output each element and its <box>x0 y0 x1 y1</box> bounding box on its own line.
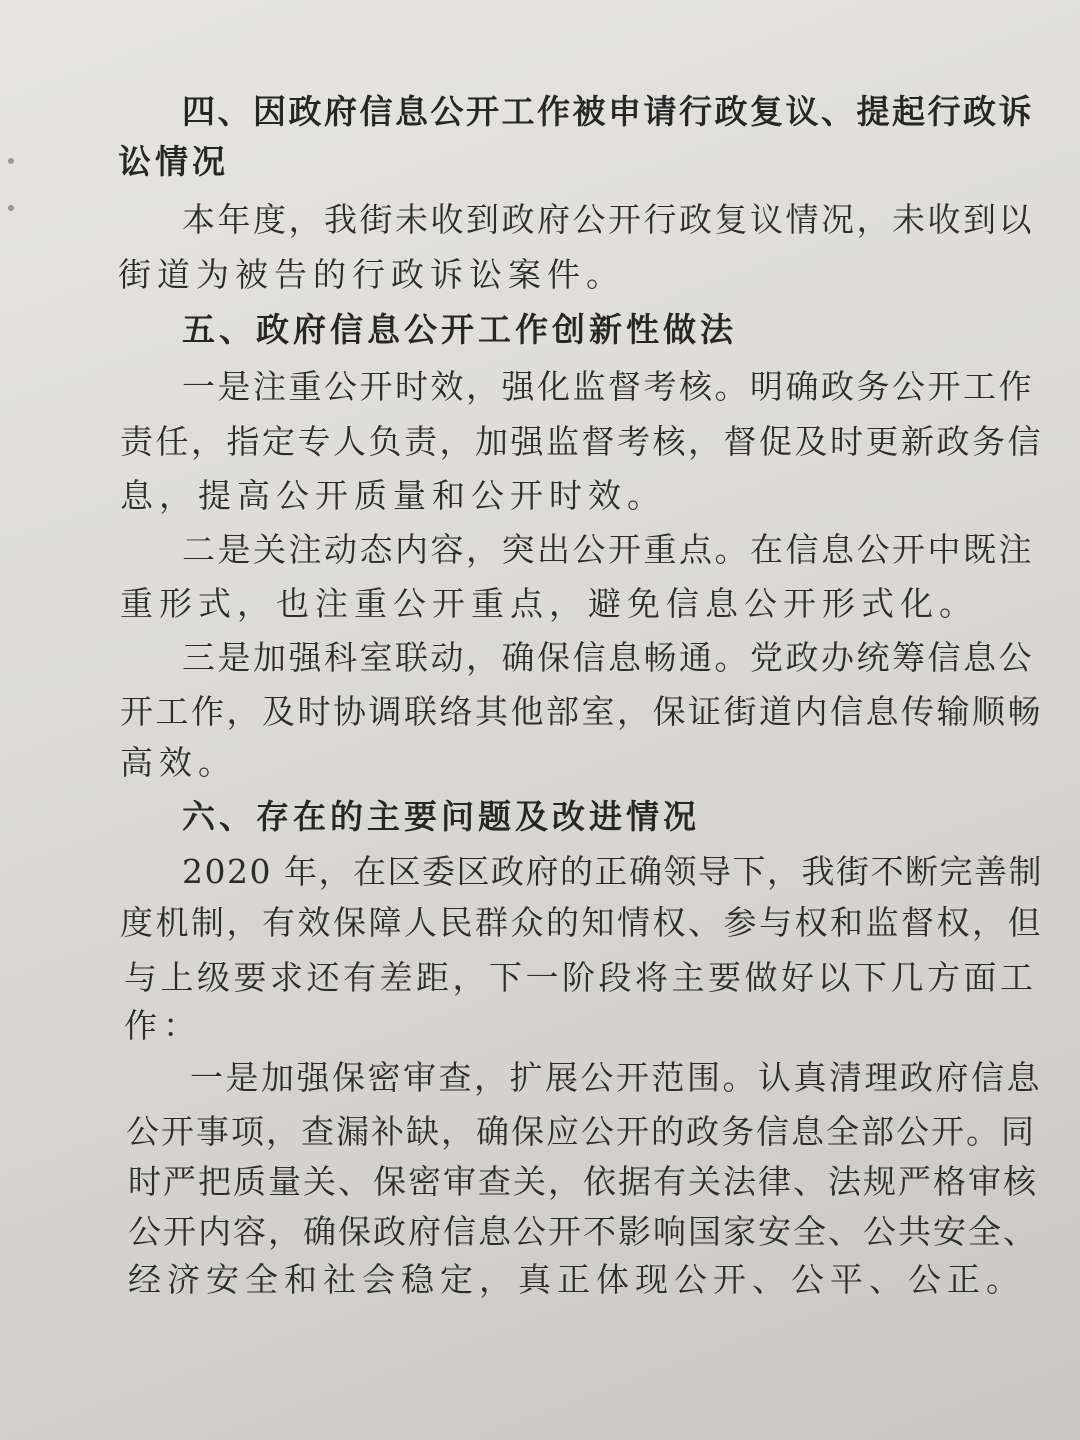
paragraph-line: 二是关注动态内容，突出公开重点。在信息公开中既注 <box>182 530 1034 569</box>
section-heading-4: 四、因政府信息公开工作被申请行政复议、提起行政诉 <box>182 92 1034 131</box>
paragraph-line: 作： <box>124 1006 202 1045</box>
punch-mark <box>8 205 14 211</box>
paragraph-line: 公开内容，确保政府信息公开不影响国家安全、公共安全、 <box>128 1212 1038 1251</box>
paragraph-line: 息，提高公开质量和公开时效。 <box>120 476 666 515</box>
paragraph-line: 时严把质量关、保密审查关，依据有关法律、法规严格审核 <box>128 1162 1038 1201</box>
paragraph-line: 高效。 <box>120 743 237 782</box>
paragraph-line: 公开事项，查漏补缺，确保应公开的政务信息全部公开。同 <box>126 1112 1036 1151</box>
paragraph-line: 一是注重公开时效，强化监督考核。明确政务公开工作 <box>182 367 1034 406</box>
paragraph-line: 度机制，有效保障人民群众的知情权、参与权和监督权，但 <box>120 903 1043 942</box>
paragraph-line: 责任，指定专人负责，加强监督考核，督促及时更新政务信 <box>120 422 1043 461</box>
paragraph-line: 2020 年，在区委区政府的正确领导下，我街不断完善制 <box>182 852 1043 891</box>
section-heading-6: 六、存在的主要问题及改进情况 <box>182 797 700 836</box>
paragraph-line: 本年度，我街未收到政府公开行政复议情况，未收到以 <box>182 200 1034 239</box>
paragraph-line: 与上级要求还有差距，下一阶段将主要做好以下几方面工 <box>124 958 1037 997</box>
paragraph-line: 重形式，也注重公开重点，避免信息公开形式化。 <box>120 584 978 623</box>
paragraph-line: 经济安全和社会稳定，真正体现公开、公平、公正。 <box>128 1260 1025 1299</box>
paragraph-line: 开工作，及时协调联络其他部室，保证街道内信息传输顺畅 <box>120 692 1043 731</box>
section-heading-5: 五、政府信息公开工作创新性做法 <box>182 310 737 349</box>
paragraph-line: 三是加强科室联动，确保信息畅通。党政办统筹信息公 <box>182 638 1034 677</box>
paragraph-line: 一是加强保密审查，扩展公开范围。认真清理政府信息 <box>190 1058 1042 1097</box>
paragraph-line: 街道为被告的行政诉讼案件。 <box>118 255 625 294</box>
section-heading-4-cont: 讼情况 <box>118 142 229 181</box>
punch-mark <box>8 158 14 164</box>
